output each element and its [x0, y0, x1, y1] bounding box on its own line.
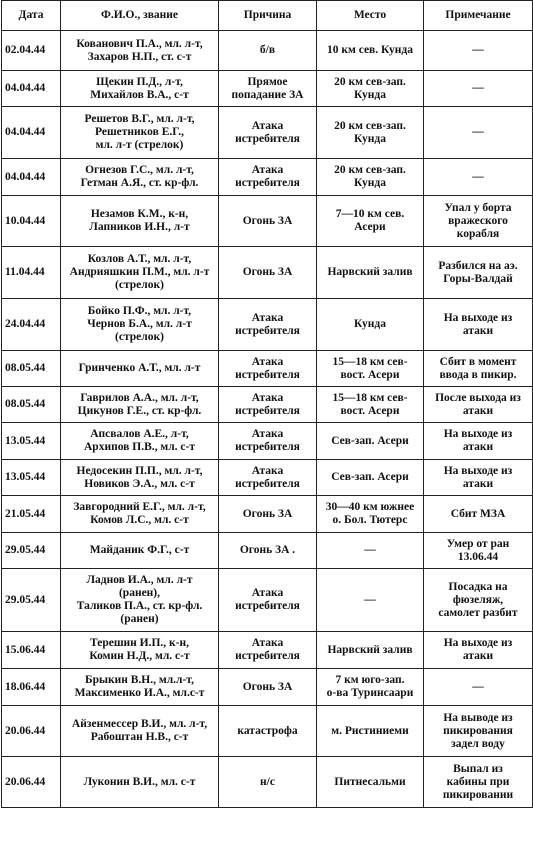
cell-name-rank [61, 669, 219, 706]
cell-cause-line: Огонь ЗА [242, 266, 293, 278]
cell-name-rank-line: Гаврилов А.А., мл. л-т, [80, 391, 199, 404]
cell-name-rank-line: (ранен) [120, 613, 159, 625]
cell-date: 11.04.44 [2, 247, 61, 299]
cell-note-line: атаки [462, 324, 494, 337]
cell-name-rank-line: Луконин В.И., мл. с-т [83, 775, 196, 788]
cell-note [424, 351, 533, 387]
cell-cause-line: Атака [251, 637, 284, 649]
cell-date: 10.04.44 [2, 196, 61, 247]
cell-cause-line: истребителя [235, 477, 300, 490]
cell-date: 24.04.44 [2, 299, 61, 351]
cell-name-rank [61, 706, 219, 757]
cell-note-line: Умер от ран [446, 537, 510, 550]
cell-place-line: 7 км юго-зап. [335, 674, 405, 686]
cell-cause-line: истребителя [235, 441, 300, 453]
cell-note-line: Горы-Валдай [443, 272, 513, 285]
cell-note [424, 632, 533, 669]
cell-note [424, 423, 533, 460]
cell-cause-line: Огонь ЗА [242, 507, 293, 520]
cell-note [424, 496, 533, 533]
cell-note-line: — [472, 44, 484, 56]
cell-name-rank [61, 299, 219, 351]
table-row [2, 247, 533, 299]
cell-place-line: Нарвский залив [327, 643, 413, 656]
cell-note-line: Сбит в момент [439, 355, 517, 368]
cell-place-line: Сев-зап. Асери [331, 471, 409, 483]
table-row [2, 569, 533, 632]
cell-note-line: атаки [462, 650, 494, 662]
header-note: Примечание [424, 1, 533, 31]
cell-date: 29.05.44 [2, 533, 61, 569]
cell-name-rank [61, 31, 219, 71]
cell-cause-line: истребителя [235, 650, 300, 662]
cell-note-line: На выходе из [443, 311, 513, 324]
cell-name-rank-line: Рабоштан Н.В., с-т [90, 731, 189, 743]
cell-note-line: Выпал из [453, 762, 503, 775]
cell-cause [219, 496, 317, 533]
cell-note-line: — [472, 680, 484, 693]
cell-cause [219, 569, 317, 632]
cell-name-rank-line: Комов Л.С., мл. с-т [90, 514, 189, 526]
cell-note [424, 669, 533, 706]
cell-cause [219, 71, 317, 107]
cell-name-rank-line: мл. л-т (стрелок) [95, 139, 184, 151]
cell-cause-line: Прямое [247, 75, 288, 88]
cell-date: 20.06.44 [2, 706, 61, 757]
cell-place [317, 632, 424, 669]
cell-name-rank [61, 196, 219, 247]
cell-cause-line: Атака [251, 355, 284, 368]
cell-cause-line: н/с [260, 775, 275, 788]
cell-cause [219, 533, 317, 569]
cell-date: 20.06.44 [2, 757, 61, 808]
cell-note-line: ввода в пикир. [439, 368, 517, 381]
cell-note-line: — [472, 126, 484, 138]
cell-place [317, 31, 424, 71]
cell-name-rank-line: Апсвалов А.Е., л-т, [90, 428, 189, 440]
cell-place [317, 757, 424, 808]
cell-name-rank-line: Завгородний Е.Г., мл. л-т, [73, 501, 206, 513]
cell-cause [219, 669, 317, 706]
cell-place-line: 15—18 км сев- [332, 391, 408, 404]
table-row [2, 757, 533, 808]
cell-note [424, 387, 533, 423]
cell-note [424, 196, 533, 247]
cell-cause [219, 351, 317, 387]
cell-place-line: — [364, 593, 376, 606]
cell-cause-line: Атака [251, 311, 284, 324]
cell-place [317, 423, 424, 460]
cell-note-line: После выхода из [435, 391, 521, 404]
cell-name-rank-line: Таликов П.А., ст. кр-фл. [76, 600, 203, 612]
cell-cause-line: б/в [259, 44, 276, 56]
cell-note [424, 107, 533, 159]
cell-name-rank [61, 159, 219, 196]
cell-cause [219, 706, 317, 757]
cell-note-line: Сбит МЗА [450, 507, 506, 520]
cell-place-line: 10 км сев. Кунда [326, 44, 413, 56]
cell-cause [219, 632, 317, 669]
cell-cause-line: истребителя [235, 600, 300, 612]
cell-note-line: — [472, 170, 484, 183]
cell-name-rank-line: Решетников Е.Г., [94, 126, 185, 138]
cell-place-line: вост. Асери [340, 368, 400, 381]
cell-name-rank-line: Недосекин П.П., мл. л-т, [76, 464, 203, 477]
cell-name-rank-line: Брыкин В.Н., мл.л-т, [85, 674, 194, 686]
cell-cause [219, 299, 317, 351]
cell-name-rank-line: Лапников И.Н., л-т [89, 221, 190, 233]
cell-place [317, 159, 424, 196]
cell-place [317, 196, 424, 247]
cell-cause [219, 460, 317, 496]
cell-note-line: задел воду [451, 737, 505, 750]
cell-name-rank-line: Терешин И.П., к-н, [89, 637, 190, 649]
table-row [2, 496, 533, 533]
cell-cause-line: Огонь ЗА [242, 680, 293, 693]
cell-note-line: пикирования [443, 724, 513, 737]
table-row [2, 632, 533, 669]
cell-name-rank [61, 71, 219, 107]
cell-cause [219, 757, 317, 808]
header-place: Место [317, 1, 424, 31]
cell-cause-line: Атака [251, 464, 284, 477]
cell-cause-line: Атака [251, 391, 284, 404]
cell-date: 13.05.44 [2, 423, 61, 460]
cell-place-line: 20 км сев-зап. [334, 119, 406, 132]
cell-date: 18.06.44 [2, 669, 61, 706]
cell-place-line: Кунда [354, 318, 386, 330]
cell-note-line: атаки [462, 404, 494, 417]
cell-name-rank-line: (ранен), [118, 587, 161, 599]
cell-name-rank [61, 107, 219, 159]
cell-note-line: — [472, 82, 484, 94]
cell-name-rank-line: Гетман А.Я., ст. кр-фл. [80, 177, 199, 189]
table-row [2, 387, 533, 423]
cell-place-line: Кунда [354, 177, 386, 189]
cell-place-line: 20 км сев-зап. [334, 75, 406, 88]
cell-name-rank-line: Козлов А.Т., мл. л-т, [87, 253, 192, 265]
cell-place-line: Кунда [354, 132, 386, 145]
cell-name-rank-line: Ладнов И.А., мл. л-т [86, 574, 193, 586]
table-body [2, 31, 533, 808]
cell-cause-line: попадание ЗА [231, 88, 304, 101]
cell-name-rank-line: Щекин П.Д., л-т, [96, 75, 183, 88]
cell-name-rank-line: Цикунов Г.Е., ст. кр-фл. [77, 404, 202, 417]
cell-date: 04.04.44 [2, 71, 61, 107]
cell-place [317, 569, 424, 632]
cell-place [317, 496, 424, 533]
cell-name-rank-line: Захаров Н.П., ст. с-т [87, 50, 192, 63]
cell-cause [219, 196, 317, 247]
cell-cause-line: Атака [251, 587, 284, 599]
cell-name-rank-line: Кованович П.А., мл. л-т, [76, 37, 203, 50]
cell-place-line: вост. Асери [340, 404, 400, 417]
table-row [2, 196, 533, 247]
table-row [2, 423, 533, 460]
cell-note [424, 71, 533, 107]
cell-place [317, 706, 424, 757]
table-row [2, 533, 533, 569]
cell-note-line: 13.06.44 [457, 550, 499, 563]
cell-name-rank-line: Максименко И.А., мл.с-т [74, 687, 205, 699]
cell-name-rank-line: Михайлов В.А., с-т [90, 88, 189, 101]
cell-date: 08.05.44 [2, 387, 61, 423]
cell-cause-line: истребителя [235, 368, 300, 381]
header-cause: Причина [219, 1, 317, 31]
table-row [2, 31, 533, 71]
cell-place-line: м. Ристиниеми [331, 724, 409, 737]
cell-name-rank-line: Комин Н.Д., мл. с-т [89, 650, 190, 662]
cell-date: 04.04.44 [2, 159, 61, 196]
cell-note-line: атаки [462, 477, 494, 490]
cell-note [424, 460, 533, 496]
cell-name-rank [61, 351, 219, 387]
cell-place-line: о-ва Туринсаари [326, 687, 414, 699]
cell-cause [219, 31, 317, 71]
cell-date: 15.06.44 [2, 632, 61, 669]
cell-place-line: Асери [354, 221, 386, 233]
cell-note [424, 31, 533, 71]
cell-place [317, 669, 424, 706]
cell-cause-line: катастрофа [237, 724, 298, 737]
cell-date: 04.04.44 [2, 107, 61, 159]
cell-cause-line: Атака [251, 119, 284, 132]
table-row [2, 71, 533, 107]
cell-cause [219, 159, 317, 196]
cell-note [424, 757, 533, 808]
cell-note [424, 247, 533, 299]
table-row [2, 107, 533, 159]
cell-name-rank-line: Гринченко А.Т., мл. л-т [78, 362, 201, 374]
cell-cause [219, 423, 317, 460]
cell-note-line: кабины при [446, 775, 510, 788]
cell-place-line: Питнесальми [334, 775, 406, 788]
cell-cause-line: истребителя [235, 132, 300, 145]
cell-name-rank [61, 460, 219, 496]
losses-table [1, 0, 533, 808]
table-row [2, 159, 533, 196]
cell-date: 13.05.44 [2, 460, 61, 496]
table-row [2, 669, 533, 706]
cell-place [317, 107, 424, 159]
cell-place-line: 20 км сев-зап. [334, 164, 406, 176]
cell-place [317, 71, 424, 107]
cell-cause [219, 247, 317, 299]
cell-cause [219, 107, 317, 159]
cell-name-rank-line: Решетов В.Г., мл. л-т, [84, 113, 195, 125]
cell-cause-line: Огонь ЗА . [239, 544, 296, 556]
cell-place [317, 351, 424, 387]
cell-name-rank [61, 496, 219, 533]
cell-note-line: На выводе из [443, 711, 513, 724]
cell-note-line: фюзеляж, [452, 593, 504, 606]
cell-place-line: Нарвский залив [327, 266, 413, 278]
cell-name-rank-line: (стрелок) [115, 331, 164, 343]
cell-note-line: Разбился на аэ. [438, 259, 518, 272]
cell-note-line: вражеского [448, 214, 508, 227]
cell-note [424, 299, 533, 351]
cell-note-line: Упал у борта [444, 201, 512, 214]
table-row [2, 299, 533, 351]
cell-place [317, 299, 424, 351]
cell-name-rank-line: Огнезов Г.С., мл. л-т, [85, 164, 194, 176]
cell-cause [219, 387, 317, 423]
cell-name-rank-line: Андрияшкин П.М., мл. л-т [69, 266, 210, 278]
cell-place [317, 533, 424, 569]
cell-cause-line: истребителя [235, 177, 300, 189]
cell-name-rank [61, 569, 219, 632]
header-row [2, 1, 533, 31]
cell-note [424, 706, 533, 757]
cell-note-line: На выходе из [443, 428, 513, 440]
header-date: Дата [2, 1, 61, 31]
cell-name-rank-line: Чернов Б.А., мл. л-т [87, 318, 192, 330]
cell-date: 29.05.44 [2, 569, 61, 632]
cell-name-rank [61, 757, 219, 808]
cell-name-rank [61, 247, 219, 299]
cell-note-line: корабля [456, 227, 500, 240]
cell-place-line: о. Бол. Тютерс [332, 514, 408, 526]
cell-place [317, 247, 424, 299]
cell-name-rank-line: Незамов К.М., к-н, [90, 208, 189, 220]
cell-name-rank [61, 423, 219, 460]
table-row [2, 706, 533, 757]
table-row [2, 351, 533, 387]
cell-cause-line: Атака [251, 164, 284, 176]
cell-cause-line: истребителя [235, 404, 300, 417]
cell-name-rank-line: Новиков Э.А., мл. с-т [84, 477, 195, 490]
cell-place-line: 7—10 км сев. [335, 208, 405, 220]
cell-cause-line: истребителя [235, 324, 300, 337]
cell-cause-line: Огонь ЗА [242, 214, 293, 227]
cell-name-rank [61, 632, 219, 669]
cell-place-line: — [364, 544, 376, 556]
cell-note [424, 159, 533, 196]
cell-place-line: Сев-зап. Асери [331, 434, 409, 447]
cell-note-line: пикировании [442, 788, 514, 801]
cell-note-line: На выходе из [443, 637, 513, 649]
cell-place-line: Кунда [354, 88, 386, 101]
header-name-rank: Ф.И.О., звание [61, 1, 219, 31]
cell-place-line: 15—18 км сев- [332, 355, 408, 368]
cell-date: 08.05.44 [2, 351, 61, 387]
cell-note-line: Посадка на [448, 580, 508, 593]
cell-cause-line: Атака [251, 428, 284, 440]
cell-name-rank-line: Бойко П.Ф., мл. л-т, [87, 305, 192, 317]
cell-name-rank-line: (стрелок) [115, 279, 164, 291]
cell-name-rank-line: Айзенмессер В.И., мл. л-т, [71, 718, 208, 730]
cell-place-line: 30—40 км южнее [325, 501, 415, 513]
cell-date: 21.05.44 [2, 496, 61, 533]
cell-name-rank [61, 533, 219, 569]
cell-name-rank [61, 387, 219, 423]
cell-note-line: На выходе из [443, 464, 513, 477]
cell-note-line: атаки [462, 441, 494, 453]
cell-place [317, 460, 424, 496]
cell-note [424, 569, 533, 632]
cell-name-rank-line: Майданик Ф.Г., с-т [89, 544, 190, 556]
cell-note [424, 533, 533, 569]
table-row [2, 460, 533, 496]
cell-place [317, 387, 424, 423]
cell-note-line: самолет разбит [438, 606, 518, 619]
cell-name-rank-line: Архипов П.В., мл. с-т [84, 441, 195, 453]
cell-date: 02.04.44 [2, 31, 61, 71]
